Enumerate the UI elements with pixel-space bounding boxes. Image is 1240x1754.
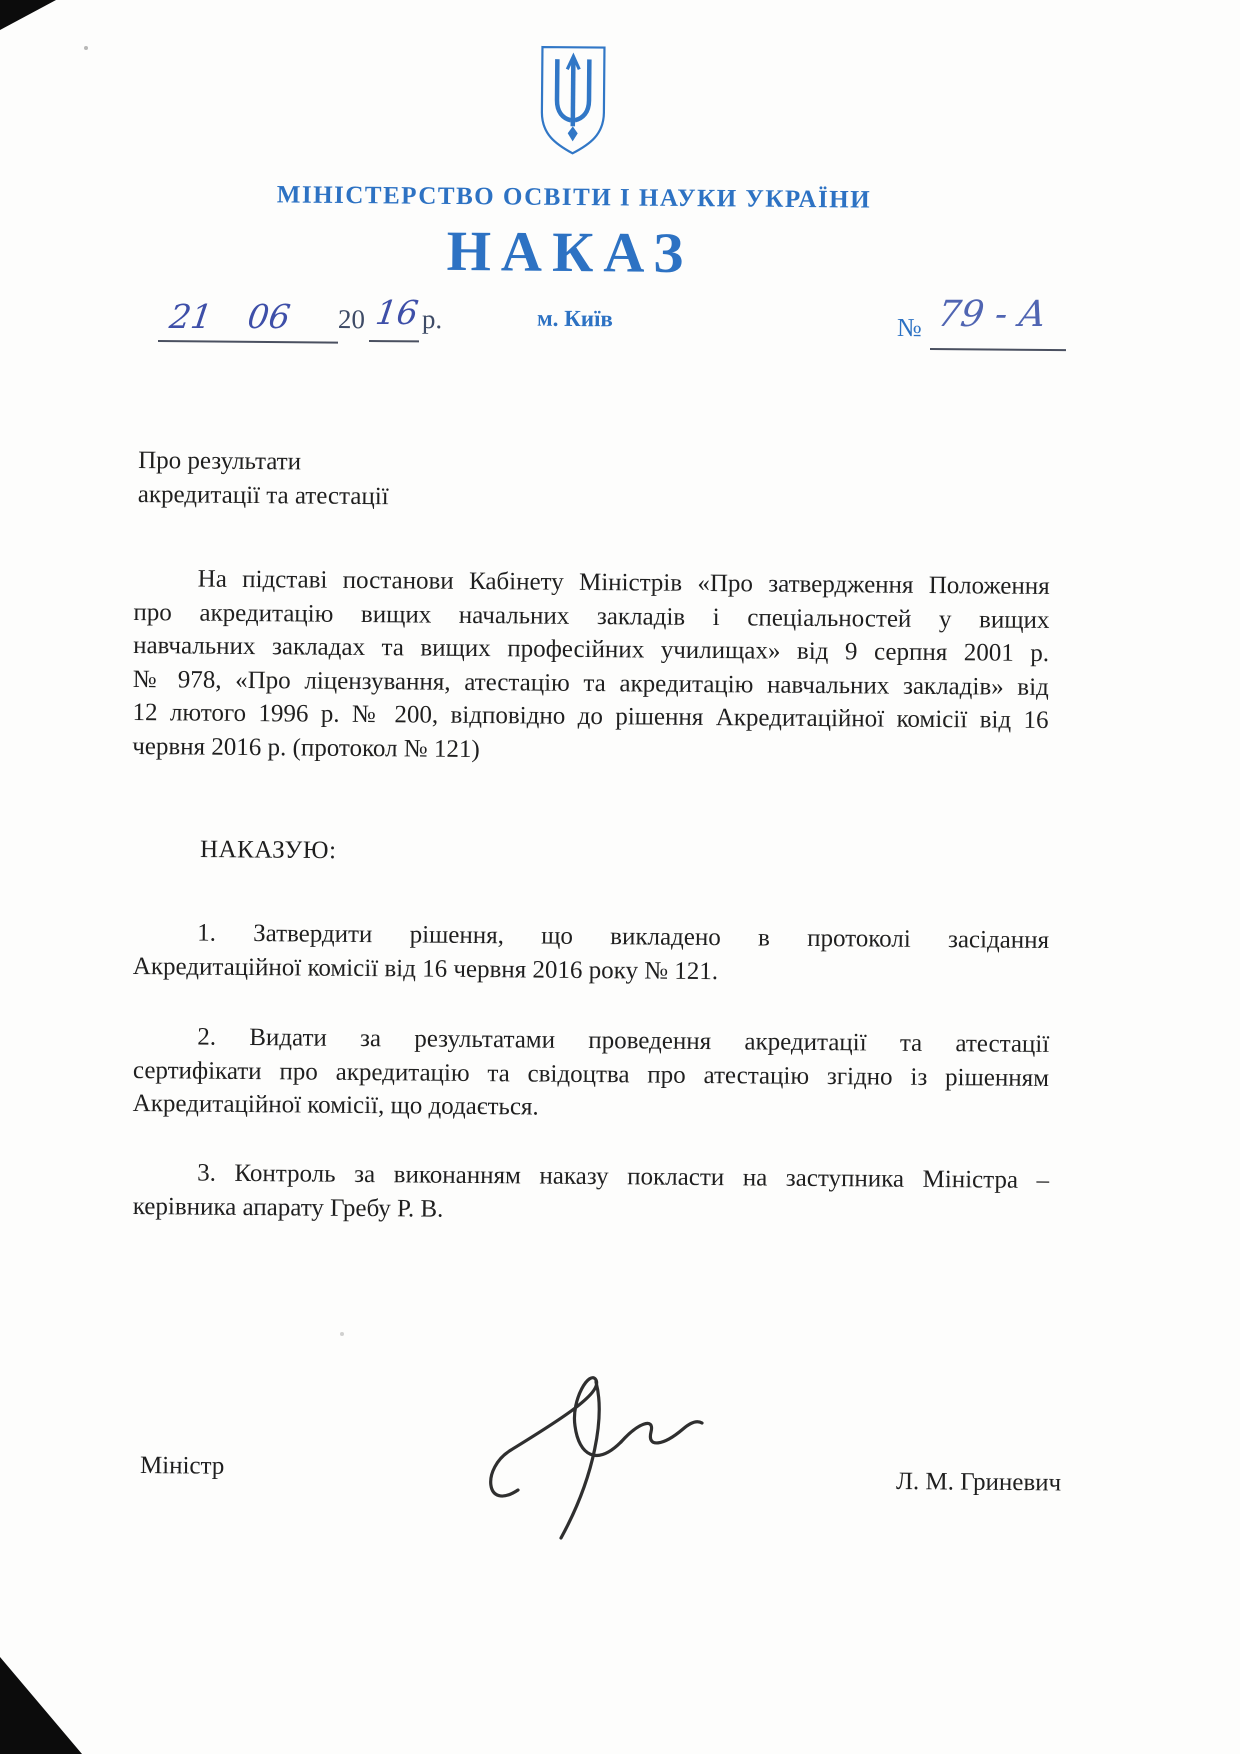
- text-line: Акредитаційної комісії, що додається.: [132, 1089, 539, 1121]
- date-year-prefix: 20: [337, 304, 366, 335]
- city-name: м. Київ: [536, 305, 614, 332]
- number-label: №: [896, 313, 922, 343]
- text-line: Про результати: [138, 447, 302, 476]
- scan-corner-artifact-bottom-left: [0, 1657, 82, 1754]
- subject-lines: [138, 444, 699, 517]
- order-item-2: [133, 1020, 1050, 1128]
- text-line: Акредитаційної комісії від 16 червня 2016 року № 121.: [132, 952, 719, 985]
- year-underline: [369, 340, 419, 342]
- text-line: акредитації та атестації: [137, 480, 389, 511]
- number-underline: [930, 348, 1066, 351]
- date-year-suffix: р.: [421, 304, 443, 335]
- signature-scribble-icon: [455, 1372, 735, 1544]
- text-line: 3. Контроль за виконанням наказу покласти на заступника Міністра –: [197, 1159, 1050, 1194]
- ukraine-trident-icon: [537, 44, 610, 159]
- date-underline: [158, 340, 338, 344]
- date-day-handwritten: 21: [167, 297, 215, 336]
- text-line: № 978, «Про ліцензування, атестацію та акредитацію навчальних закладів» від: [132, 665, 1049, 701]
- signer-name: Л. М. Гриневич: [895, 1468, 1062, 1497]
- order-item-1: [133, 916, 1050, 991]
- scan-speck: [84, 46, 88, 50]
- scan-speck: [340, 1332, 344, 1336]
- date-month-handwritten: 06: [245, 297, 293, 336]
- text-line: навчальних закладах та вищих професійних училищах» від 9 серпня 2001 р.: [133, 632, 1050, 667]
- date-year-handwritten: 16: [373, 293, 421, 332]
- scan-corner-artifact-top-left: [0, 0, 56, 30]
- text-line: 1. Затвердити рішення, що викладено в протоколі засідання: [197, 919, 1050, 954]
- number-value-handwritten: 79 - А: [935, 294, 1050, 335]
- text-line: 2. Видати за результатами проведення акредитації та атестації: [197, 1023, 1050, 1058]
- ministry-name: МІНІСТЕРСТВО ОСВІТИ І НАУКИ УКРАЇНИ: [276, 181, 872, 214]
- document-title: НАКАЗ: [446, 219, 694, 286]
- minister-title: Міністр: [139, 1452, 225, 1480]
- order-word: НАКАЗУЮ:: [199, 836, 337, 865]
- text-line: керівника апарату Гребу Р. В.: [132, 1192, 444, 1223]
- text-line: На підставі постанови Кабінету Міністрів «Про затвердження Положення: [197, 565, 1050, 600]
- preamble-paragraph: [132, 562, 1050, 771]
- text-line: про акредитацію вищих начальних закладів і спеціальностей у вищих: [133, 598, 1050, 634]
- order-item-3: [133, 1156, 1050, 1231]
- text-line: червня 2016 р. (протокол № 121): [132, 732, 480, 763]
- text-line: 12 лютого 1996 р. № 200, відповідно до рішення Акредитаційної комісії від 16: [132, 698, 1049, 734]
- text-line: сертифікати про акредитацію та свідоцтва про атестацію згідно із рішенням: [132, 1056, 1050, 1092]
